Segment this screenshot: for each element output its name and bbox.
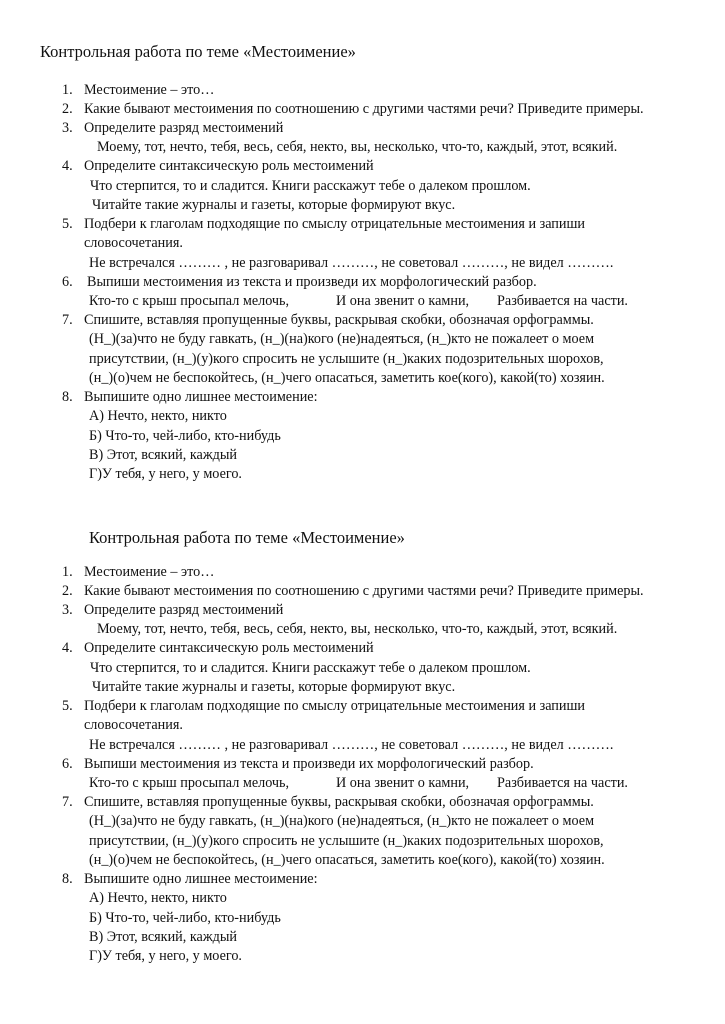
question-number: 3. (62, 120, 73, 136)
poem-fragment: Разбивается на части. (497, 293, 628, 309)
question-content-line: словосочетания. (84, 235, 183, 251)
question-content-line: Что стерпится, то и сладится. Книги расскажут тебе о далеком прошлом. (90, 660, 531, 676)
question-number: 5. (62, 698, 73, 714)
question-text: Спишите, вставляя пропущенные буквы, раскрывая скобки, обозначая орфограммы. (84, 312, 594, 328)
question-text: Подбери к глаголам подходящие по смыслу отрицательные местоимения и запиши (84, 216, 586, 232)
question-number: 1. (62, 564, 73, 580)
answer-option: Г)У тебя, у него, у моего. (89, 948, 242, 964)
question-text: Спишите, вставляя пропущенные буквы, раскрывая скобки, обозначая орфограммы. (84, 794, 594, 810)
question-content-line: Что стерпится, то и сладится. Книги расскажут тебе о далеком прошлом. (90, 178, 531, 194)
question-content-line: (Н_)(за)что не буду гавкать, (н_)(на)кого (не)надеяться, (н_)кто не пожалеет о моем (89, 813, 595, 829)
question-content-line: Не встречался ……… , не разговаривал ………, не советовал ………, не видел ………. (89, 255, 614, 271)
question-text: Какие бывают местоимения по соотношению с другими частями речи? Приведите примеры. (84, 101, 644, 117)
question-text: Выпишите одно лишнее местоимение: (84, 389, 318, 405)
question-number: 4. (62, 640, 73, 656)
question-content-line: Читайте такие журналы и газеты, которые формируют вкус. (92, 197, 456, 213)
question-number: 6. (62, 274, 73, 290)
question-content-line: (Н_)(за)что не буду гавкать, (н_)(на)кого (не)надеяться, (н_)кто не пожалеет о моем (89, 331, 595, 347)
question-content-line: Читайте такие журналы и газеты, которые формируют вкус. (92, 679, 456, 695)
answer-option: Б) Что-то, чей-либо, кто-нибудь (89, 910, 281, 926)
question-number: 7. (62, 312, 73, 328)
question-content-line: присутствии, (н_)(у)кого спросить не услышите (н_)каких подозрительных шорохов, (89, 833, 604, 849)
poem-fragment: И она звенит о камни, (336, 293, 470, 309)
answer-option: А) Нечто, некто, никто (89, 890, 227, 906)
question-content-line: Не встречался ……… , не разговаривал ………, не советовал ………, не видел ………. (89, 737, 614, 753)
question-number: 2. (62, 101, 73, 117)
answer-option: В) Этот, всякий, каждый (89, 447, 237, 463)
question-content-line: (н_)(о)чем не беспокойтесь, (н_)чего опасаться, заметить кое(кого), какой(то) хозяин. (89, 370, 605, 386)
question-text: Выпишите одно лишнее местоимение: (84, 871, 318, 887)
poem-fragment: И она звенит о камни, (336, 775, 470, 791)
question-number: 2. (62, 583, 73, 599)
question-text: Определите синтаксическую роль местоимений (84, 158, 374, 174)
poem-fragment: Кто-то с крыш просыпал мелочь, (89, 775, 290, 791)
question-number: 1. (62, 82, 73, 98)
question-text: Местоимение – это… (84, 564, 215, 580)
question-number: 8. (62, 389, 73, 405)
question-text: Выпиши местоимения из текста и произведи их морфологический разбор. (84, 756, 534, 772)
poem-fragment: Кто-то с крыш просыпал мелочь, (89, 293, 290, 309)
question-text: Определите синтаксическую роль местоимений (84, 640, 374, 656)
question-number: 8. (62, 871, 73, 887)
answer-option: А) Нечто, некто, никто (89, 408, 227, 424)
question-number: 4. (62, 158, 73, 174)
question-content-line: (н_)(о)чем не беспокойтесь, (н_)чего опасаться, заметить кое(кого), какой(то) хозяин. (89, 852, 605, 868)
question-content-line: словосочетания. (84, 717, 183, 733)
question-content-line: присутствии, (н_)(у)кого спросить не услышите (н_)каких подозрительных шорохов, (89, 351, 604, 367)
answer-option: Б) Что-то, чей-либо, кто-нибудь (89, 428, 281, 444)
section-title: Контрольная работа по теме «Местоимение» (89, 528, 405, 547)
section-title: Контрольная работа по теме «Местоимение» (40, 42, 356, 61)
question-number: 7. (62, 794, 73, 810)
question-text: Местоимение – это… (84, 82, 215, 98)
answer-option: Г)У тебя, у него, у моего. (89, 466, 242, 482)
question-text: Определите разряд местоимений (84, 602, 284, 618)
question-number: 5. (62, 216, 73, 232)
question-text: Выпиши местоимения из текста и произведи их морфологический разбор. (87, 274, 537, 290)
question-content-line: Моему, тот, нечто, тебя, весь, себя, некто, вы, несколько, что-то, каждый, этот, всякий. (97, 621, 618, 637)
question-text: Определите разряд местоимений (84, 120, 284, 136)
question-number: 3. (62, 602, 73, 618)
question-text: Подбери к глаголам подходящие по смыслу отрицательные местоимения и запиши (84, 698, 586, 714)
poem-fragment: Разбивается на части. (497, 775, 628, 791)
question-number: 6. (62, 756, 73, 772)
answer-option: В) Этот, всякий, каждый (89, 929, 237, 945)
question-text: Какие бывают местоимения по соотношению с другими частями речи? Приведите примеры. (84, 583, 644, 599)
question-content-line: Моему, тот, нечто, тебя, весь, себя, некто, вы, несколько, что-то, каждый, этот, всякий. (97, 139, 618, 155)
